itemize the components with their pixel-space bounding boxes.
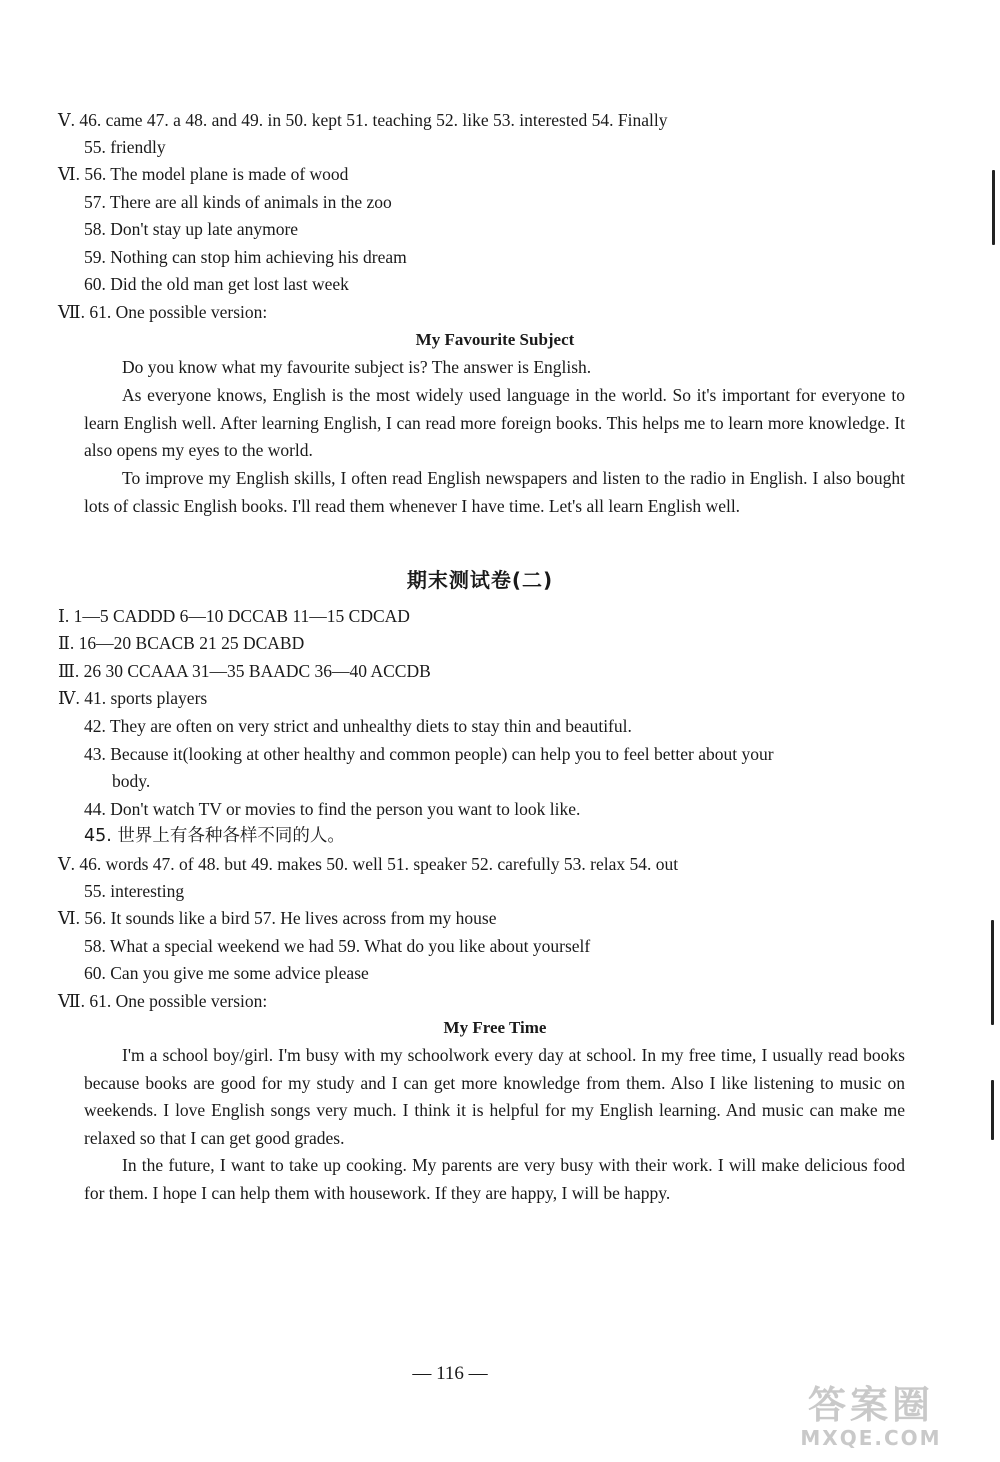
watermark-logo — [756, 1384, 986, 1454]
answer-line: 55. interesting — [84, 881, 185, 901]
answer-line: 57. There are all kinds of animals in the zoo — [84, 192, 392, 212]
essay-paragraph: Do you know what my favourite subject is? The answer is English. — [122, 357, 592, 377]
answer-line: 60. Did the old man get lost last week — [84, 274, 349, 294]
answer-line-v: Ⅴ. 46. came 47. a 48. and 49. in 50. kept 51. teaching 52. like 53. interested 54. Finally — [58, 110, 668, 130]
answer-line-iv: Ⅳ. 41. sports players — [58, 688, 208, 708]
answer-line-chinese: 45. 世界上有各种各样不同的人。 — [84, 826, 345, 846]
essay-paragraph: I'm a school boy/girl. I'm busy with my schoolwork every day at school. In my free time, I usually read books because books are good for my study and I can get more knowledge from them. Also I like listening to music on weekends. I love English songs very much. I think it is helpful for my English learning. And music can make me relaxed so that I can get good grades. — [84, 1045, 905, 1148]
scan-edge-mark — [991, 1080, 994, 1140]
answer-line: body. — [112, 771, 151, 791]
answer-line: 44. Don't watch TV or movies to find the person you want to look like. — [84, 799, 581, 819]
scan-edge-mark — [991, 920, 994, 1025]
watermark-text-en: MXQE.COM — [800, 1426, 942, 1450]
answer-line-vi: Ⅵ. 56. It sounds like a bird 57. He lives across from my house — [58, 908, 497, 928]
essay-title: My Favourite Subject — [415, 330, 575, 349]
answer-line-vii: Ⅶ. 61. One possible version: — [58, 991, 268, 1011]
answer-line: 58. What a special weekend we had 59. What do you like about yourself — [84, 936, 591, 956]
essay-paragraph: To improve my English skills, I often read English newspapers and listen to the radio in English. I also bought lots of classic English books. I'll read them whenever I have time. Let's all learn English well. — [84, 468, 905, 516]
answer-line-vi: Ⅵ. 56. The model plane is made of wood — [58, 164, 349, 184]
answer-line: 58. Don't stay up late anymore — [84, 219, 299, 239]
answer-line: 55. friendly — [84, 137, 166, 157]
essay-title: My Free Time — [443, 1018, 547, 1037]
answer-line-vii: Ⅶ. 61. One possible version: — [58, 302, 268, 322]
answer-line-iii: Ⅲ. 26 30 CCAAA 31—35 BAADC 36—40 ACCDB — [58, 661, 431, 681]
answer-line: 42. They are often on very strict and unhealthy diets to stay thin and beautiful. — [84, 716, 632, 736]
answer-line-i: Ⅰ. 1—5 CADDD 6—10 DCCAB 11—15 CDCAD — [58, 606, 410, 626]
scan-edge-mark — [992, 170, 995, 245]
essay-paragraph: As everyone knows, English is the most widely used language in the world. So it's important for everyone to learn English well. After learning English, I can read more foreign books. This helps me to learn more knowledge. It also opens my eyes to the world. — [84, 385, 905, 460]
watermark-text-cn: 答案圈 — [807, 1383, 934, 1427]
page-number: — 116 — — [412, 1363, 488, 1384]
answer-line: 60. Can you give me some advice please — [84, 963, 369, 983]
answer-line: 59. Nothing can stop him achieving his dream — [84, 247, 407, 267]
answer-line: 43. Because it(looking at other healthy and common people) can help you to feel better about your — [84, 744, 774, 764]
answer-line-ii: Ⅱ. 16—20 BCACB 21 25 DCABD — [58, 633, 305, 653]
answer-line-v: Ⅴ. 46. words 47. of 48. but 49. makes 50. well 51. speaker 52. carefully 53. relax 54. out — [58, 854, 679, 874]
section-heading: 期末测试卷(二) — [406, 568, 554, 592]
essay-paragraph: In the future, I want to take up cooking. My parents are very busy with their work. I will make delicious food for them. I hope I can help them with housework. If they are happy, I will be happy. — [84, 1155, 905, 1203]
